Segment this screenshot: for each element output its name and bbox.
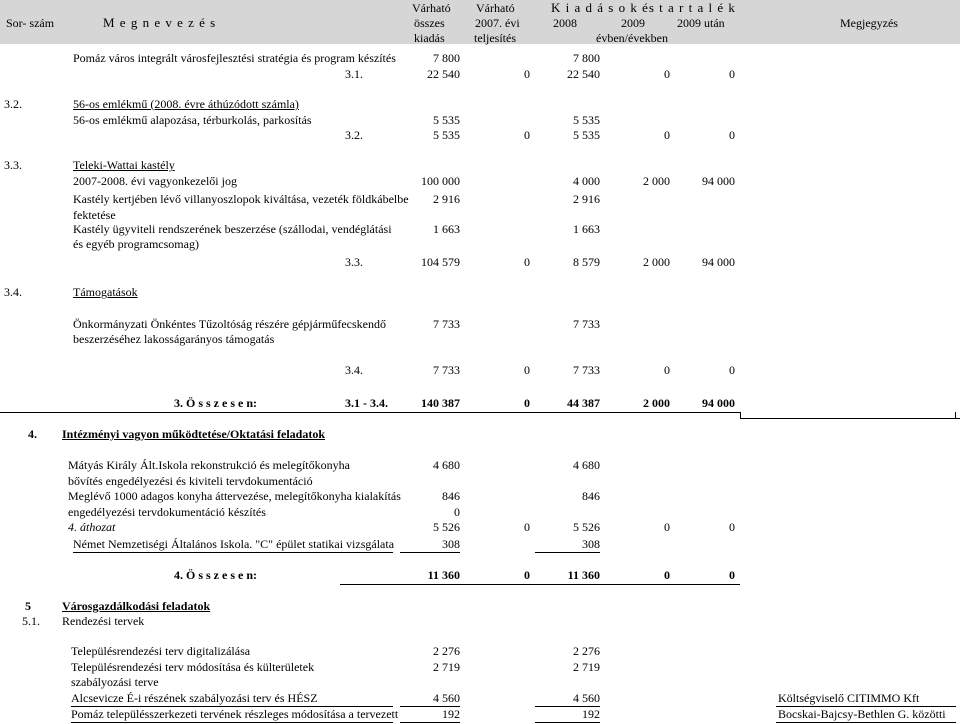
divider [535,552,600,553]
cell-2008: 22 540 [567,67,600,81]
cell-2008: 2 916 [573,192,600,206]
subtotal-code: 3.2. [345,128,363,142]
row-name-cont: fektetése [73,208,116,222]
subtotal-code: 3.1. [345,67,363,81]
cell-total: 5 535 [433,113,460,127]
cell-2009: 0 [664,67,670,81]
carryover-label: 4. áthozat [68,520,116,534]
divider [776,722,956,723]
cell-total: 192 [442,707,460,721]
section-number: 3.4. [4,285,22,299]
cell-total: 4 560 [433,691,460,705]
cell-2008: 308 [582,537,600,551]
cell-2009-utan: 0 [729,568,735,582]
cell-2009-utan: 94 000 [702,174,735,188]
cell-2008: 5 535 [573,113,600,127]
row-name-cont: és egyéb programcsomag) [73,237,199,251]
row-name: 2007-2008. évi vagyonkezelői jog [73,174,237,188]
divider [535,722,600,723]
cell-2007: 0 [524,568,530,582]
cell-2009: 0 [664,363,670,377]
divider [71,706,393,707]
section-number: 3.2. [4,97,22,111]
divider [0,412,740,413]
cell-2009: 2 000 [643,396,670,410]
cell-total: 0 [454,505,460,519]
cell-2008: 7 800 [573,51,600,65]
divider [535,706,600,707]
section-number: 5 [25,599,31,613]
cell-total: 22 540 [427,67,460,81]
cell-2008: 11 360 [567,568,600,582]
col-header-2009-utan: 2009 után [677,16,725,30]
cell-2007: 0 [524,67,530,81]
row-name: Településrendezési terv digitalizálása [71,644,251,658]
cell-total: 5 535 [433,128,460,142]
cell-2008: 7 733 [573,317,600,331]
cell-2009: 0 [664,568,670,582]
subtotal-code: 3.4. [345,363,363,377]
grand-total-label: 4. Ö s s z e s e n: [174,568,257,582]
row-name-cont: szabályozási terve [71,675,159,689]
col-header-evben: évben/években [596,31,668,45]
cell-2008: 2 719 [573,660,600,674]
cell-2008: 4 560 [573,691,600,705]
col-header-teljesites: teljesítés [474,31,516,45]
divider [776,706,956,707]
grand-total-label: 3. Ö s s z e s e n: [174,396,257,410]
cell-2008: 4 680 [573,458,600,472]
cell-total: 4 680 [433,458,460,472]
cell-total: 2 276 [433,644,460,658]
cell-2009: 2 000 [643,174,670,188]
cell-2008: 5 535 [573,128,600,142]
row-name: Mátyás Király Ált.Iskola rekonstrukció és melegítőkonyha [68,458,350,472]
cell-2008: 192 [582,707,600,721]
col-header-kiadas: kiadás [414,31,445,45]
divider [73,552,393,553]
cell-2008: 4 000 [573,174,600,188]
cell-2008: 5 526 [573,520,600,534]
col-header-megjegyzes: Megjegyzés [840,16,898,30]
cell-2007: 0 [524,128,530,142]
divider [400,552,460,553]
divider [740,418,960,419]
cell-2008: 44 387 [567,396,600,410]
row-name: Német Nemzetiségi Általános Iskola. "C" épület statikai vizsgálata [73,537,395,551]
cell-total: 308 [442,537,460,551]
subsection-title: Rendezési tervek [62,614,145,628]
section-title: Teleki-Wattai kastély [73,158,175,172]
divider [400,706,460,707]
row-name: Településrendezési terv módosítása és külterületek [71,660,315,674]
cell-total: 7 800 [433,51,460,65]
cell-total: 104 579 [421,255,460,269]
col-header-osszes: összes [414,16,445,30]
section-number: 4. [28,427,37,441]
row-name: Alcsevicze É-i részének szabályozási terv és HÉSZ [71,691,318,705]
cell-2007: 0 [524,255,530,269]
cell-total: 2 719 [433,660,460,674]
cell-2009-utan: 0 [729,128,735,142]
cell-2007: 0 [524,520,530,534]
note: Bocskai-Bajcsy-Bethlen G. közötti [778,707,946,721]
section-title: Intézményi vagyon működtetése/Oktatási feladatok [62,427,325,441]
row-name-cont: beszerzéséhez lakosságarányos támogatás [73,332,275,346]
divider [955,412,956,419]
cell-2007: 0 [524,363,530,377]
subsection-number: 5.1. [22,614,40,628]
cell-total: 7 733 [433,363,460,377]
cell-total: 2 916 [433,192,460,206]
row-name: Pomáz város integrált városfejlesztési stratégia és program készítés [73,51,396,65]
cell-2009: 0 [664,520,670,534]
col-header-kiadasok-tartalek: K i a d á s o k és t a r t a l é k [551,0,736,15]
cell-total: 846 [442,489,460,503]
col-header-sor-szam: Sor- szám [6,16,55,30]
note: Költségviselő CITIMMO Kft [778,691,920,705]
cell-2008: 7 733 [573,363,600,377]
cell-2009-utan: 0 [729,363,735,377]
grand-total-code: 3.1 - 3.4. [345,396,388,410]
cell-2009-utan: 0 [729,520,735,534]
section-title: Támogatások [73,285,138,299]
cell-2008: 8 579 [573,255,600,269]
section-title: Városgazdálkodási feladatok [62,599,211,613]
row-name: Önkormányzati Önkéntes Tűzoltóság részére gépjárműfecskendő [73,317,386,331]
cell-2009-utan: 94 000 [702,396,735,410]
row-name: Kastély ügyviteli rendszerének beszerzése (szállodai, vendéglátási [73,222,392,236]
divider [71,722,393,723]
cell-2008: 2 276 [573,644,600,658]
col-header-2008: 2008 [553,16,577,30]
cell-2009-utan: 94 000 [702,255,735,269]
row-name: Meglévő 1000 adagos konyha áttervezése, melegítőkonyha kialakítás [68,489,401,503]
cell-total: 5 526 [433,520,460,534]
row-name: 56-os emlékmű alapozása, térburkolás, parkosítás [73,113,312,127]
cell-2009: 0 [664,128,670,142]
cell-2008: 846 [582,489,600,503]
cell-2009-utan: 0 [729,67,735,81]
col-header-2009: 2009 [621,16,645,30]
col-header-megnevezes: M e g n e v e z é s [103,15,217,30]
subtotal-code: 3.3. [345,255,363,269]
col-header-2007-evi: 2007. évi [475,16,520,30]
cell-2009: 2 000 [643,255,670,269]
cell-total: 1 663 [433,222,460,236]
col-header-varhato-2007: Várható [476,1,515,15]
cell-total: 100 000 [421,174,460,188]
cell-2007: 0 [524,396,530,410]
divider [340,584,740,585]
cell-total: 7 733 [433,317,460,331]
row-name-cont: engedélyezési tervdokumentáció készítés [68,505,266,519]
row-name: Pomáz településszerkezeti tervének részleges módosítása a tervezett [71,707,399,721]
divider [400,722,460,723]
row-name: Kastély kertjében lévő villanyoszlopok kiváltása, vezeték földkábelbe [73,192,409,206]
cell-total: 140 387 [421,396,460,410]
cell-2008: 1 663 [573,222,600,236]
row-name-cont: bővítés engedélyezési és kiviteli tervdokumentáció [68,474,313,488]
section-number: 3.3. [4,158,22,172]
cell-total: 11 360 [427,568,460,582]
section-title: 56-os emlékmű (2008. évre áthúzódott számla) [73,97,299,111]
col-header-varhato: Várható [412,1,451,15]
